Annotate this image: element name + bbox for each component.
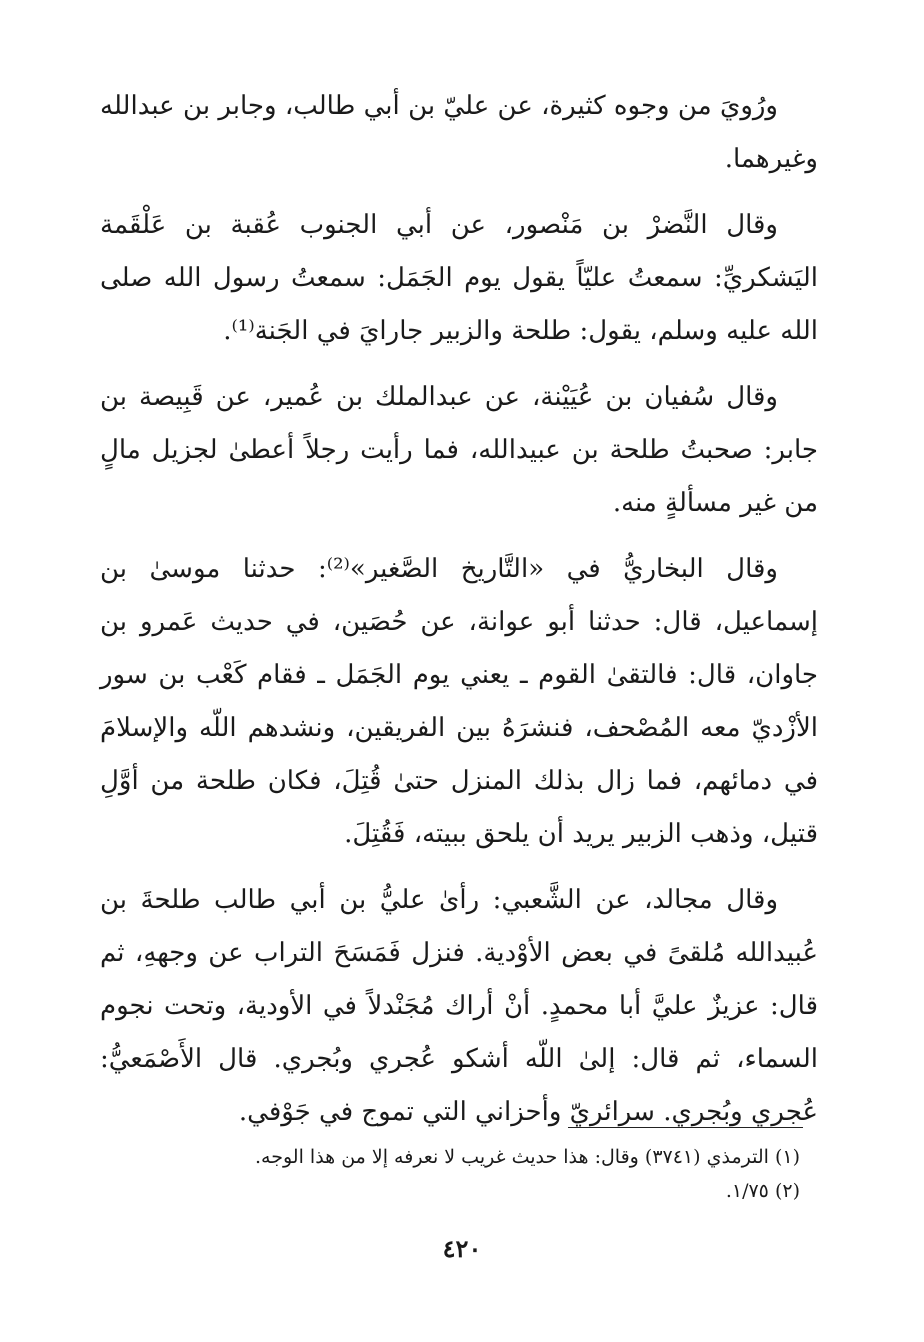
paragraph-3: وقال سُفيان بن عُيَيْنة، عن عبدالملك بن عُمير، عن قَبِيصة بن جابر: صحبتُ طلحة بن عبيدالله، فما رأيت رجلاً أعطىٰ لجزيل مالٍ من غير مسألةٍ منه.: [100, 382, 818, 518]
footnote-2: (٢) ١/٧٥.: [725, 1180, 800, 1202]
paragraph-4: وقال البخاريُّ في «التَّاريخ الصَّغير»⁽²⁾: حدثنا موسىٰ بن إسماعيل، قال: حدثنا أبو عوانة، عن حُصَين، في حديث عَمرو بن جاوان، قال: فالتقىٰ القوم ـ يعني يوم الجَمَل ـ فقام كَعْب بن سور الأزْديّ معه المُصْحف، فنشرَهُ بين الفريقين، ونشدهم اللّه والإسلامَ في دمائهم، فما زال بذلك المنزل حتىٰ قُتِلَ، فكان طلحة من أوَّلِ قتيل، وذهب الزبير يريد أن يلحق ببيته، فَقُتِلَ.: [100, 554, 818, 849]
paragraph-2: وقال النَّضرْ بن مَنْصور، عن أبي الجنوب عُقبة بن عَلْقَمة اليَشكريِّ: سمعتُ عليّاً يقول يوم الجَمَل: سمعتُ رسول الله صلى الله عليه وسلم، يقول: طلحة والزبير جارايَ في الجَنة⁽¹⁾.: [100, 210, 818, 346]
footnote-1: (١) الترمذي (٣٧٤١) وقال: هذا حديث غريب لا نعرفه إلا من هذا الوجه.: [255, 1146, 800, 1168]
footnotes: [160, 1140, 800, 1208]
paragraph-5: وقال مجالد، عن الشَّعبي: رأىٰ عليُّ بن أبي طالب طلحةَ بن عُبيدالله مُلقىً في بعض الأوْدية. فنزل فَمَسَحَ التراب عن وجههِ، ثم قال: عزيزٌ عليَّ أبا محمدٍ. أنْ أراك مُجَنْدلاً في الأودية، وتحت نجوم السماء، ثم قال: إلىٰ اللّه أشكو عُجري وبُجري. قال الأَصْمَعيُّ: عُجري وبُجري. سرائريّ وأحزاني التي تموج في جَوْفي.: [100, 885, 818, 1127]
page-number: ٤٢٠: [442, 1234, 482, 1263]
footnote-divider: [568, 1127, 803, 1128]
main-text: [100, 80, 818, 1152]
paragraph-1: ورُويَ من وجوه كثيرة، عن عليّ بن أبي طالب، وجابر بن عبدالله وغيرهما.: [100, 91, 818, 174]
